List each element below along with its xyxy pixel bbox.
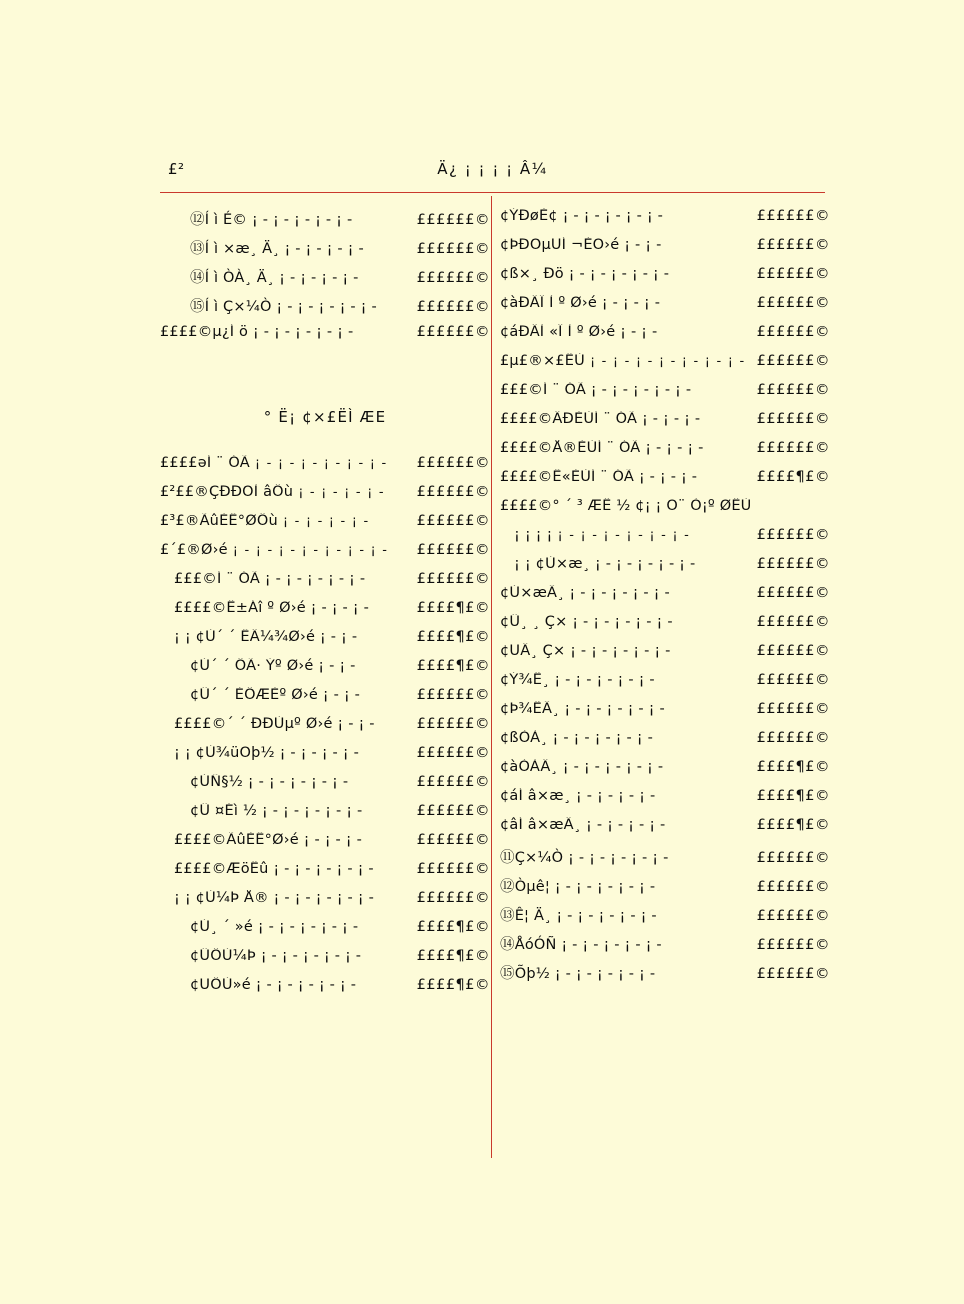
toc-entry-label: ¢ÞÐÕµÜÍ ¬ÈÕ›é ¡ - ¡ - (500, 237, 662, 253)
toc-entry-page-number: ££££££© (756, 730, 830, 746)
toc-entry-page-number: ££££££© (756, 672, 830, 688)
toc-entry-label: ¢ÛÔÙ¼Þ ¡ - ¡ - ¡ - ¡ - ¡ - (190, 948, 362, 964)
toc-entry[interactable] (500, 469, 830, 498)
running-head: Ä¿ ¡ ¡ ¡ ¡ Â¼ (437, 160, 548, 178)
folio-number: £² (168, 160, 185, 178)
toc-entry-label: ££££©ÃûÈË°Ø›é ¡ - ¡ - ¡ - (174, 832, 363, 848)
toc-entry[interactable] (500, 382, 830, 411)
toc-entry[interactable] (500, 933, 830, 962)
toc-entry[interactable] (500, 788, 830, 817)
toc-entry-page-number: ££££££© (756, 266, 830, 282)
toc-entry-label: ¢ÜÄ¸ Ç× ¡ - ¡ - ¡ - ¡ - ¡ - (500, 643, 671, 659)
toc-entry-label: ££££ǝÍ ¨ ÓÃ (160, 455, 250, 471)
toc-entry-page-number: ££££££© (416, 832, 490, 848)
toc-entry-leader: ¡ - ¡ - ¡ - ¡ - (282, 514, 370, 529)
toc-entry-label: ¢ßÒÀ¸ ¡ - ¡ - ¡ - ¡ - ¡ - (500, 730, 654, 746)
toc-entry[interactable] (500, 730, 830, 759)
toc-entry-label: ¢Ý¾Ë¸ ¡ - ¡ - ¡ - ¡ - ¡ - (500, 672, 655, 688)
toc-entry-label: ££££©Å®ÈÙÍ ¨ ÓÃ ¡ - ¡ - ¡ - (500, 440, 704, 456)
toc-entry-page-number: ££££££© (756, 324, 830, 340)
toc-column-right (500, 208, 830, 991)
toc-entry-page-number: ££££££© (416, 803, 490, 819)
toc-entry-page-number: ££££££© (416, 484, 490, 500)
toc-entry-label: £³£®ÃûÈË°ØÔù (160, 513, 278, 529)
toc-entry[interactable] (500, 237, 830, 266)
toc-entry-leader: ¡ - ¡ - ¡ - ¡ - ¡ - ¡ - ¡ - (232, 543, 389, 558)
toc-entry-label: ¡ ¡ ¡ ¡ (514, 527, 553, 543)
toc-entry-label: ¢ß×¸ Ðö ¡ - ¡ - ¡ - ¡ - ¡ - (500, 266, 670, 282)
toc-entry[interactable] (160, 803, 490, 832)
toc-entry-label: ¢áÐÂÌ «Î Ì º Ø›é ¡ - ¡ - (500, 324, 658, 340)
toc-entry-label: ¢àÐÂÎ Ì º Ø›é ¡ - ¡ - ¡ - (500, 295, 661, 311)
toc-entry-leader: ¡ - ¡ - ¡ - ¡ - ¡ - ¡ - ¡ - (589, 354, 746, 369)
toc-entry[interactable] (500, 672, 830, 701)
toc-entry-page-number: ££££££© (416, 212, 490, 228)
toc-entry[interactable] (160, 948, 490, 977)
toc-entry-label: ¢Ú´ ´ ÔÃ· Ýº Ø›é ¡ - ¡ - (190, 658, 356, 674)
toc-entry[interactable] (500, 875, 830, 904)
toc-entry[interactable] (160, 455, 490, 484)
toc-entry-page-number: ££££££© (756, 527, 830, 543)
toc-entry[interactable] (500, 266, 830, 295)
toc-entry-label: ¢àÒÀÄ¸ ¡ - ¡ - ¡ - ¡ - ¡ - (500, 759, 664, 775)
toc-entry[interactable] (160, 484, 490, 513)
toc-entry[interactable] (160, 629, 490, 658)
toc-entry-page-number: ££££¶£© (756, 817, 830, 833)
toc-entry-label: ¡ ¡ ¢Ù´ ´ ËÄ¼¾Ø›é ¡ - ¡ - (174, 629, 358, 645)
toc-entry-page-number: ££££££© (416, 324, 490, 340)
toc-entry-page-number: ££££££© (416, 571, 490, 587)
toc-entry-label: ⑫Òµê¦ ¡ - ¡ - ¡ - ¡ - ¡ - (500, 879, 656, 895)
toc-entry-page-number: ££££¶£© (756, 759, 830, 775)
toc-entry-page-number: ££££¶£© (416, 948, 490, 964)
toc-entry[interactable] (160, 832, 490, 861)
toc-entry[interactable] (160, 919, 490, 948)
toc-entry-label: ¢âÍ â×æÄ¸ ¡ - ¡ - ¡ - ¡ - (500, 817, 666, 833)
toc-entry-page-number: ££££££© (756, 440, 830, 456)
toc-entry-page-number: ££££££© (416, 455, 490, 471)
toc-entry-page-number: ££££££© (756, 411, 830, 427)
toc-entry-label: £µ£®×£ÊÙ (500, 353, 585, 369)
toc-entry-label: ¢Û¸ ¸ Ç× ¡ - ¡ - ¡ - ¡ - ¡ - (500, 614, 673, 630)
toc-column-left (160, 208, 490, 1006)
toc-entry[interactable] (500, 295, 830, 324)
toc-entry-label: ££££©ÆöËû ¡ - ¡ - ¡ - ¡ - ¡ - (174, 861, 374, 877)
page-header (160, 160, 825, 192)
toc-entry-label: ¢Û ¤Éì ½ ¡ - ¡ - ¡ - ¡ - ¡ - (190, 803, 363, 819)
toc-entry-page-number: ££££££© (756, 966, 830, 982)
toc-entry-label: £££©Í ¨ ÓÃ ¡ - ¡ - ¡ - ¡ - ¡ - (500, 382, 692, 398)
toc-entry-label: ¢Ú¸ ´ »é ¡ - ¡ - ¡ - ¡ - ¡ - (190, 919, 359, 935)
toc-entry-label: ££££©Ë«ÈÙÍ ¨ ÓÃ ¡ - ¡ - ¡ - (500, 469, 698, 485)
toc-entry[interactable] (160, 324, 490, 353)
toc-entry-page-number: ££££££© (756, 353, 830, 369)
toc-entry-page-number: ££££££© (756, 382, 830, 398)
toc-entry-page-number: ££££££© (756, 585, 830, 601)
toc-entry-page-number: ££££££© (416, 774, 490, 790)
toc-entry-label: ⑭ÅóÓÑ ¡ - ¡ - ¡ - ¡ - ¡ - (500, 937, 662, 953)
toc-entry-label: ¡ ¡ ¢Ù¼Þ Å® ¡ - ¡ - ¡ - ¡ - ¡ - (174, 890, 375, 906)
toc-entry-label: ⑬Í ì ×æ¸ Ä¸ ¡ - ¡ - ¡ - ¡ - (190, 241, 364, 257)
toc-entry-page-number: ££££££© (756, 614, 830, 630)
toc-entry-page-number: ££££££© (416, 241, 490, 257)
toc-entry-leader: ¡ - ¡ - ¡ - ¡ - ¡ - ¡ - (557, 528, 690, 543)
toc-entry[interactable] (500, 643, 830, 672)
toc-entry-page-number: ££££££© (416, 513, 490, 529)
toc-entry[interactable] (500, 556, 830, 585)
toc-entry-label: ⑬Ê¦ Ä¸ ¡ - ¡ - ¡ - ¡ - ¡ - (500, 908, 657, 924)
column-divider-rule (491, 196, 492, 1158)
toc-entry-label: ¢Þ¾ËÄ¸ ¡ - ¡ - ¡ - ¡ - ¡ - (500, 701, 665, 717)
toc-entry-label: ¢áÍ â×æ¸ ¡ - ¡ - ¡ - ¡ - (500, 788, 656, 804)
toc-entry-page-number: ££££££© (756, 208, 830, 224)
toc-entry[interactable] (160, 658, 490, 687)
toc-entry-label: £££©Í ¨ ÓÃ ¡ - ¡ - ¡ - ¡ - ¡ - (174, 571, 366, 587)
toc-entry-page-number: ££££££© (416, 861, 490, 877)
toc-entry-label: ¢ÝÐøÈ¢ ¡ - ¡ - ¡ - ¡ - ¡ - (500, 208, 664, 224)
toc-entry[interactable] (160, 208, 490, 237)
toc-entry[interactable] (500, 817, 830, 846)
toc-entry[interactable] (500, 585, 830, 614)
toc-entry-label: ⑫Í ì É© ¡ - ¡ - ¡ - ¡ - ¡ - (190, 212, 353, 228)
toc-entry[interactable] (500, 208, 830, 237)
toc-entry-label: £²££®ÇÐÐÕÌ âÔù (160, 484, 294, 500)
toc-entry[interactable] (160, 542, 490, 571)
toc-entry[interactable] (500, 324, 830, 353)
toc-entry-page-number: ££££££© (756, 937, 830, 953)
toc-entry-label: £´£®Ø›é (160, 542, 228, 558)
toc-entry[interactable] (160, 237, 490, 266)
toc-entry[interactable] (500, 498, 830, 527)
toc-entry[interactable] (160, 890, 490, 919)
toc-entry-page-number: ££££¶£© (756, 469, 830, 485)
toc-entry-label: ¢ÚÑ§½ ¡ - ¡ - ¡ - ¡ - ¡ - (190, 774, 349, 790)
toc-entry-label: ¡ ¡ ¢Ù×æ¸ ¡ - ¡ - ¡ - ¡ - ¡ - (514, 556, 696, 572)
toc-section-heading: ° Ë¡ ¢×£ËÌ ÆE (263, 408, 387, 426)
toc-entry[interactable] (160, 977, 490, 1006)
toc-entry-label: ⑪Ç×¼Ò ¡ - ¡ - ¡ - ¡ - ¡ - (500, 850, 669, 866)
toc-entry[interactable] (500, 614, 830, 643)
toc-entry-page-number: ££££¶£© (756, 788, 830, 804)
toc-entry[interactable] (160, 266, 490, 295)
toc-entry[interactable] (500, 701, 830, 730)
toc-entry-page-number: ££££££© (756, 850, 830, 866)
toc-entry[interactable] (160, 513, 490, 542)
toc-entry-page-number: ££££¶£© (416, 977, 490, 993)
toc-entry[interactable] (500, 527, 830, 556)
toc-entry-label: ⑮Õþ½ ¡ - ¡ - ¡ - ¡ - ¡ - (500, 966, 656, 982)
toc-spacer (160, 440, 490, 455)
toc-entry-page-number: ££££££© (756, 879, 830, 895)
toc-entry-label: ££££©ÄÐÈÙÍ ¨ ÓÃ ¡ - ¡ - ¡ - (500, 411, 701, 427)
toc-entry[interactable] (160, 774, 490, 803)
toc-entry-page-number: ££££££© (416, 270, 490, 286)
toc-entry[interactable] (160, 861, 490, 890)
toc-entry-leader: ¡ - ¡ - ¡ - ¡ - (298, 485, 385, 500)
toc-spacer (160, 353, 490, 382)
toc-entry-label: ⑮Í ì Ç×¼Ò ¡ - ¡ - ¡ - ¡ - ¡ - (190, 299, 377, 315)
toc-entry[interactable] (160, 716, 490, 745)
toc-entry-page-number: ££££¶£© (416, 919, 490, 935)
toc-entry[interactable] (160, 295, 490, 324)
toc-entry-page-number: ££££££© (416, 716, 490, 732)
toc-entry-page-number: ££££££© (756, 643, 830, 659)
toc-entry-label: ⑭Í ì ÒÀ¸ Ä¸ ¡ - ¡ - ¡ - ¡ - (190, 270, 359, 286)
toc-entry-label: ££££©µ¿Í ö ¡ - ¡ - ¡ - ¡ - ¡ - (160, 324, 354, 340)
toc-entry-page-number: ££££££© (756, 556, 830, 572)
toc-entry-page-number: ££££¶£© (416, 629, 490, 645)
toc-entry[interactable] (500, 962, 830, 991)
toc-entry[interactable] (160, 687, 490, 716)
toc-entry-page-number: ££££££© (416, 542, 490, 558)
header-rule (160, 192, 825, 193)
toc-entry-page-number: ££££££© (416, 687, 490, 703)
toc-entry-page-number: ££££££© (416, 890, 490, 906)
toc-entry-leader: ¡ - ¡ - ¡ - ¡ - ¡ - ¡ - (254, 456, 388, 471)
toc-entry-page-number: ££££¶£© (416, 600, 490, 616)
toc-entry[interactable] (500, 846, 830, 875)
toc-entry-page-number: ££££££© (756, 295, 830, 311)
toc-entry-page-number: ££££££© (756, 701, 830, 717)
toc-entry-page-number: ££££¶£© (416, 658, 490, 674)
toc-entry-label: ¢ÜÔÙ»é ¡ - ¡ - ¡ - ¡ - ¡ - (190, 977, 357, 993)
toc-entry-label: ££££©´ ´ ÐÐÙµº Ø›é ¡ - ¡ - (174, 716, 375, 732)
toc-entry[interactable] (500, 759, 830, 788)
toc-entry-label: ££££©Ê±Áî º Ø›é ¡ - ¡ - ¡ - (174, 600, 370, 616)
toc-entry-page-number: ££££££© (756, 237, 830, 253)
toc-entry-label: ££££©° ´ ³ ÆÊ ½ ¢¡ ¡ Ö¨ Ò¡º ØÊÙ (500, 498, 752, 514)
toc-entry[interactable] (160, 571, 490, 600)
toc-entry[interactable] (160, 600, 490, 629)
toc-entry-page-number: ££££££© (416, 299, 490, 315)
toc-entry[interactable] (500, 904, 830, 933)
toc-entry-label: ¡ ¡ ¢Ù¾üÕþ½ ¡ - ¡ - ¡ - ¡ - (174, 745, 360, 761)
toc-entry-page-number: ££££££© (416, 745, 490, 761)
toc-entry-label: ¢Ú×æÄ¸ ¡ - ¡ - ¡ - ¡ - ¡ - (500, 585, 670, 601)
toc-entry-label: ¢Û´ ´ ÈÔÆÈº Ø›é ¡ - ¡ - (190, 687, 361, 703)
toc-entry[interactable] (160, 745, 490, 774)
toc-entry-page-number: ££££££© (756, 908, 830, 924)
toc-entry[interactable] (500, 353, 830, 382)
toc-entry[interactable] (500, 411, 830, 440)
toc-entry[interactable] (500, 440, 830, 469)
